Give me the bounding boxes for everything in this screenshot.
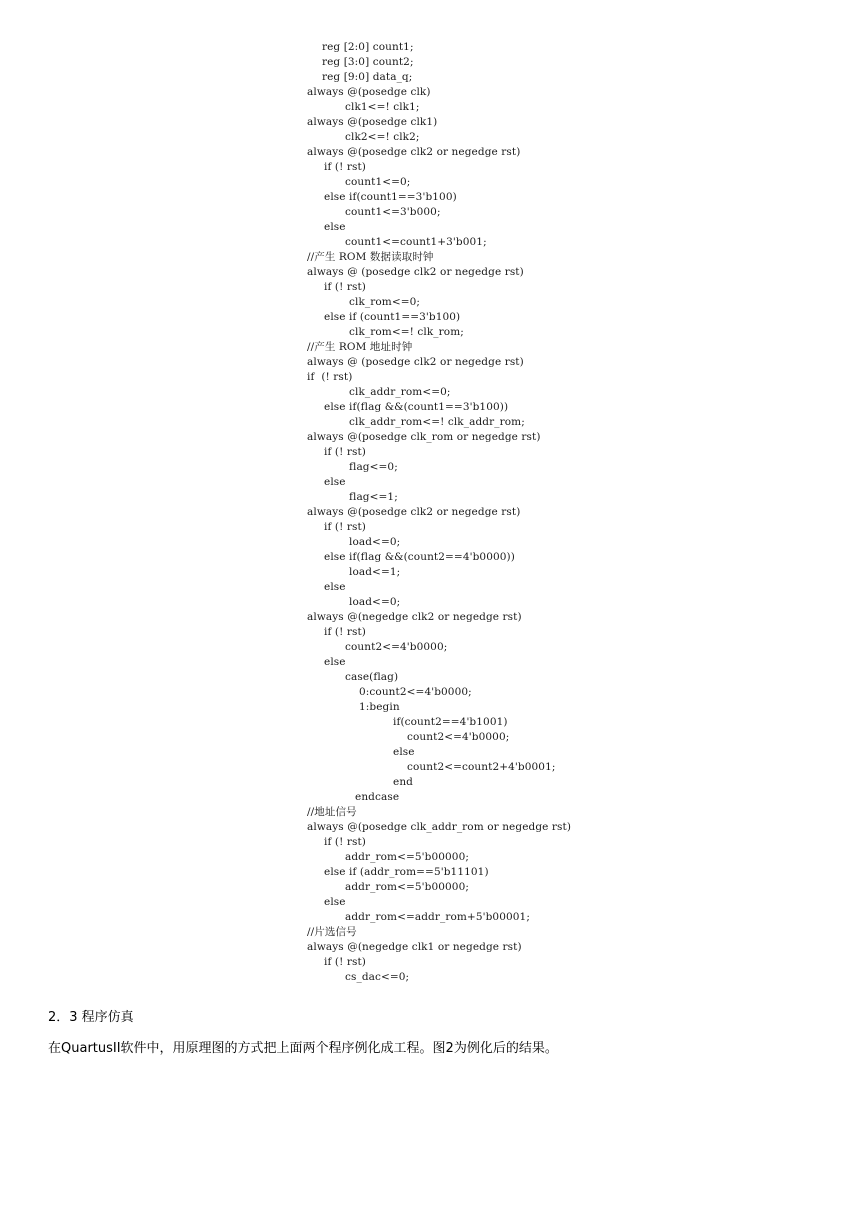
code-line: if (! rst)	[324, 626, 366, 638]
code-line: reg [9:0] data_q;	[322, 71, 413, 83]
code-line: count1<=3'b000;	[345, 206, 441, 218]
code-line: else if(flag &&(count1==3'b100))	[324, 401, 509, 413]
code-line: count2<=4'b0000;	[407, 731, 510, 743]
code-line: else	[324, 581, 346, 593]
code-line: endcase	[355, 791, 400, 803]
code-line: count2<=count2+4'b0001;	[407, 761, 556, 773]
code-line: always @(negedge clk2 or negedge rst)	[307, 611, 522, 623]
code-line: load<=1;	[349, 566, 401, 578]
code-line: addr_rom<=addr_rom+5'b00001;	[345, 911, 530, 923]
code-line: clk_addr_rom<=! clk_addr_rom;	[349, 416, 525, 428]
code-line: count1<=count1+3'b001;	[345, 236, 487, 248]
code-line: flag<=1;	[349, 491, 398, 503]
code-line: if (! rst)	[324, 446, 366, 458]
code-line: if (! rst)	[324, 956, 366, 968]
code-line: else if(count1==3'b100)	[324, 191, 457, 203]
code-line: if (! rst)	[324, 836, 366, 848]
code-line: if (! rst)	[307, 371, 353, 383]
code-line: count2<=4'b0000;	[345, 641, 448, 653]
code-line: 0:count2<=4'b0000;	[359, 686, 472, 698]
code-comment: //产生 ROM 数据读取时钟	[307, 251, 434, 263]
code-line: clk_rom<=! clk_rom;	[349, 326, 464, 338]
code-comment: //片选信号	[307, 926, 357, 938]
code-line: always @(posedge clk)	[307, 86, 431, 98]
code-line: reg [3:0] count2;	[322, 56, 414, 68]
code-line: if (! rst)	[324, 521, 366, 533]
code-line: if (! rst)	[324, 281, 366, 293]
code-line: clk2<=! clk2;	[345, 131, 420, 143]
code-line: clk_rom<=0;	[349, 296, 421, 308]
code-line: 1:begin	[359, 701, 400, 713]
code-line: always @(posedge clk_rom or negedge rst)	[307, 431, 541, 443]
body-paragraph: 在QuartusII软件中，用原理图的方式把上面两个程序例化成工程。图2为例化后的结果。	[48, 1041, 558, 1056]
code-line: else	[324, 221, 346, 233]
code-line: else if (count1==3'b100)	[324, 311, 461, 323]
code-line: clk1<=! clk1;	[345, 101, 420, 113]
code-line: always @(posedge clk2 or negedge rst)	[307, 506, 521, 518]
code-line: load<=0;	[349, 536, 401, 548]
code-line: else if(flag &&(count2==4'b0000))	[324, 551, 515, 563]
code-line: reg [2:0] count1;	[322, 41, 414, 53]
code-comment: //地址信号	[307, 806, 357, 818]
code-line: else	[324, 656, 346, 668]
code-line: else	[324, 476, 346, 488]
code-line: addr_rom<=5'b00000;	[345, 881, 469, 893]
code-line: always @(posedge clk1)	[307, 116, 438, 128]
code-line: flag<=0;	[349, 461, 398, 473]
section-heading: 2．3 程序仿真	[48, 1010, 134, 1025]
code-line: always @(posedge clk_addr_rom or negedge rst)	[307, 821, 572, 833]
code-line: cs_dac<=0;	[345, 971, 410, 983]
code-line: else	[324, 896, 346, 908]
code-line: clk_addr_rom<=0;	[349, 386, 451, 398]
code-line: end	[393, 776, 413, 788]
code-line: always @ (posedge clk2 or negedge rst)	[307, 266, 524, 278]
code-line: if(count2==4'b1001)	[393, 716, 508, 728]
code-line: always @(posedge clk2 or negedge rst)	[307, 146, 521, 158]
code-line: case(flag)	[345, 671, 399, 683]
code-line: always @ (posedge clk2 or negedge rst)	[307, 356, 524, 368]
code-comment: //产生 ROM 地址时钟	[307, 341, 413, 353]
code-line: always @(negedge clk1 or negedge rst)	[307, 941, 522, 953]
verilog-code-figure	[307, 40, 587, 985]
code-line: addr_rom<=5'b00000;	[345, 851, 469, 863]
code-line: else	[393, 746, 415, 758]
code-line: count1<=0;	[345, 176, 411, 188]
code-line: if (! rst)	[324, 161, 366, 173]
code-line: else if (addr_rom==5'b11101)	[324, 866, 489, 878]
code-line: load<=0;	[349, 596, 401, 608]
